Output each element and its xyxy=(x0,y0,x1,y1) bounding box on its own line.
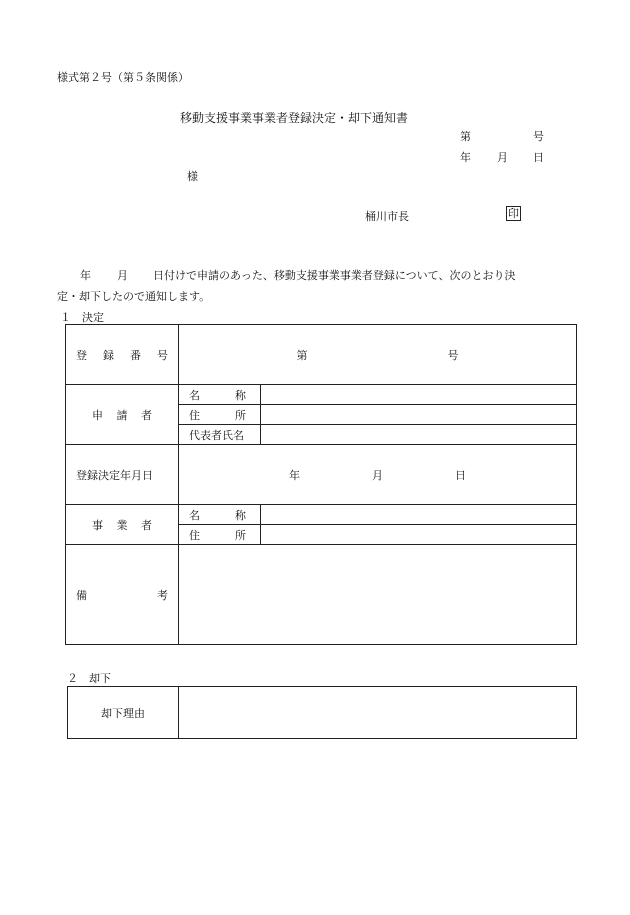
applicant-representative-label: 代表者氏名 xyxy=(189,428,244,442)
applicant-address-value xyxy=(261,405,577,425)
applicant-row-name xyxy=(66,385,577,405)
operator-address-label-char: 住 xyxy=(189,528,200,542)
operator-name-label-char: 名 xyxy=(189,508,200,522)
reg-number-value-cell xyxy=(179,325,577,385)
document-title: 移動支援事業事業者登録決定・却下通知書 xyxy=(180,111,409,125)
date-year: 年 xyxy=(460,151,471,164)
remarks-label-char: 備 xyxy=(76,588,87,602)
applicant-name-label-char: 称 xyxy=(235,388,246,402)
reg-number-label-char: 録 xyxy=(103,348,114,362)
applicant-name-label-char: 名 xyxy=(189,388,200,402)
remarks-value xyxy=(179,545,577,645)
reg-date-label: 登録決定年月日 xyxy=(76,468,153,482)
reg-number-label-cell xyxy=(66,325,179,385)
operator-address-value xyxy=(261,525,577,545)
doc-number-dai: 第 xyxy=(460,130,471,143)
rejection-reason-label: 却下理由 xyxy=(68,687,179,739)
reg-number-label-char: 号 xyxy=(157,348,168,362)
issuer: 桶川市長 xyxy=(365,210,409,223)
body-year: 年 xyxy=(80,269,91,282)
date-month: 月 xyxy=(497,151,508,164)
operator-name-label-char: 称 xyxy=(235,508,246,522)
operator-address-label-char: 所 xyxy=(235,528,246,542)
applicant-label-char: 申 xyxy=(92,408,103,422)
row-rejection-reason xyxy=(68,687,577,739)
row-reg-date xyxy=(66,445,577,505)
applicant-label-char: 請 xyxy=(116,408,128,422)
reg-number-label-char: 登 xyxy=(76,348,87,362)
seal-mark: 印 xyxy=(508,207,519,220)
remarks-label-cell xyxy=(66,545,179,645)
applicant-name-label-cell xyxy=(179,385,261,405)
applicant-label-cell xyxy=(66,385,179,445)
body-month: 月 xyxy=(117,269,128,282)
applicant-address-label-char: 住 xyxy=(189,408,200,422)
operator-label-char: 業 xyxy=(116,518,128,532)
applicant-representative-value xyxy=(261,425,577,445)
operator-address-label-cell xyxy=(179,525,261,545)
reg-date-month: 月 xyxy=(372,468,383,482)
remarks-label-char: 考 xyxy=(157,588,168,602)
form-number: 様式第２号（第５条関係） xyxy=(57,71,189,84)
reg-date-year: 年 xyxy=(289,468,300,482)
applicant-representative-label-cell xyxy=(179,425,261,445)
section2-heading: ２ 却下 xyxy=(67,672,111,685)
addressee-suffix: 様 xyxy=(187,170,198,183)
operator-name-value xyxy=(261,505,577,525)
section1-heading: １ 決定 xyxy=(60,311,104,324)
reg-number-dai: 第 xyxy=(296,348,308,362)
reg-date-value-cell xyxy=(179,445,577,505)
reg-number-go: 号 xyxy=(447,348,459,362)
reg-number-label-char: 番 xyxy=(130,348,141,362)
row-reg-number xyxy=(66,325,577,385)
decision-table xyxy=(65,324,577,645)
operator-label-char: 事 xyxy=(92,518,103,532)
date-day: 日 xyxy=(533,151,544,164)
operator-name-label-cell xyxy=(179,505,261,525)
rejection-reason-value xyxy=(179,687,577,739)
row-remarks xyxy=(66,545,577,645)
applicant-label-char: 者 xyxy=(141,408,152,422)
body-line1: 日付けで申請のあった、移動支援事業事業者登録について、次のとおり決 xyxy=(153,269,516,282)
rejection-table xyxy=(67,686,577,739)
applicant-address-label-char: 所 xyxy=(235,408,246,422)
applicant-address-label-cell xyxy=(179,405,261,425)
reg-date-day: 日 xyxy=(455,468,466,482)
operator-label-char: 者 xyxy=(141,518,152,532)
body-line2: 定・却下したので通知します。 xyxy=(57,290,211,303)
operator-row-name xyxy=(66,505,577,525)
applicant-name-value xyxy=(261,385,577,405)
doc-number-go: 号 xyxy=(533,130,544,143)
operator-label-cell xyxy=(66,505,179,545)
reg-date-label-cell xyxy=(66,445,179,505)
